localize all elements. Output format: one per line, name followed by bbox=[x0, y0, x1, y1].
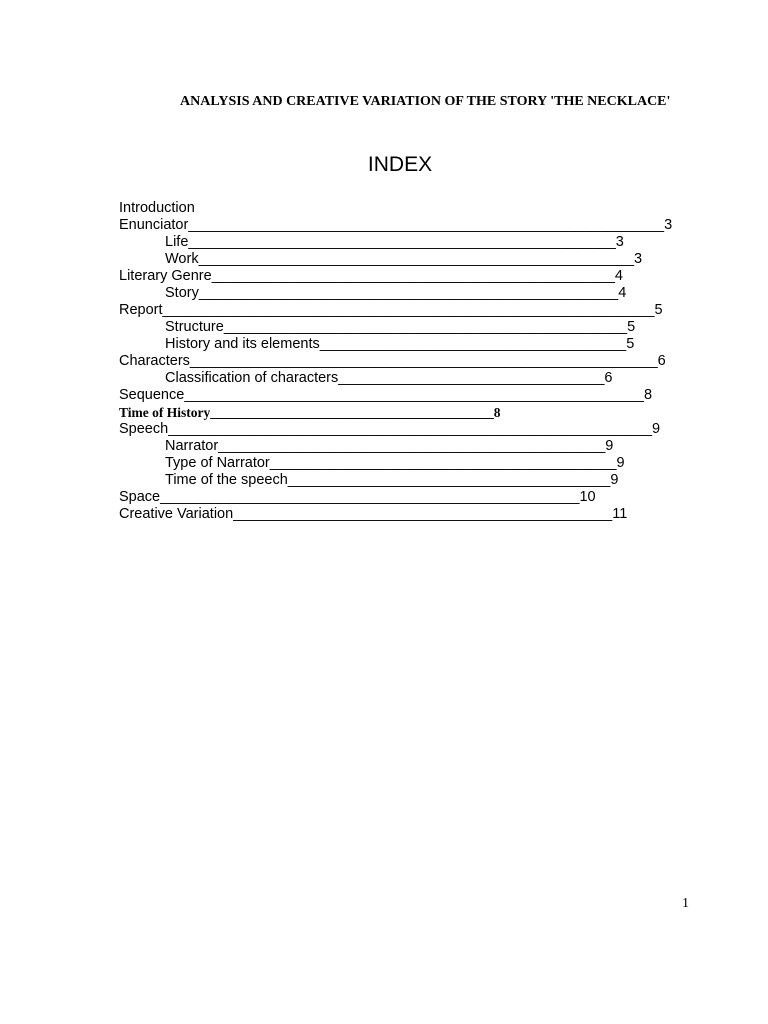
toc-entry-label: Work bbox=[165, 251, 199, 267]
toc-entry bbox=[119, 489, 596, 506]
toc-entry-page: 8 bbox=[643, 387, 653, 403]
toc-entry-label: Speech bbox=[119, 421, 169, 437]
leader-line: __________________________________________________ bbox=[211, 268, 615, 284]
toc-entry-label: Literary Genre bbox=[119, 268, 212, 284]
toc-entry-page: 8 bbox=[493, 405, 501, 420]
toc-entry-label: Life bbox=[165, 234, 189, 250]
leader-line: ____________________________________________________ bbox=[198, 285, 619, 301]
leader-line: __________________________________________________ bbox=[223, 319, 628, 335]
toc-entry-label: Creative Variation bbox=[119, 506, 234, 522]
toc-entry bbox=[119, 268, 623, 285]
toc-entry bbox=[119, 353, 666, 370]
toc-entry-page: 9 bbox=[652, 421, 661, 437]
toc-entry bbox=[165, 234, 624, 251]
leader-line: __________________________________________ bbox=[210, 405, 494, 420]
toc-entry-page: 5 bbox=[626, 336, 635, 352]
toc-entry-label: Characters bbox=[119, 353, 190, 369]
toc-entry-label: Enunciator bbox=[119, 217, 189, 233]
leader-line: _________________________________________________________ bbox=[184, 387, 644, 403]
toc-entry bbox=[165, 336, 634, 353]
toc-entry-page: 4 bbox=[618, 285, 627, 301]
toc-entry bbox=[119, 506, 627, 523]
toc-entry bbox=[119, 200, 195, 217]
toc-entry-page: 9 bbox=[616, 455, 625, 471]
toc-entry bbox=[165, 319, 635, 336]
toc-entry-page: 6 bbox=[657, 353, 666, 369]
toc-entry bbox=[119, 217, 672, 234]
leader-line: _______________________________________________ bbox=[233, 506, 613, 522]
toc-entry-page: 5 bbox=[627, 319, 636, 335]
toc-entry-label: Introduction bbox=[119, 200, 195, 216]
toc-entry bbox=[165, 285, 626, 302]
leader-line: ___________________________________________ bbox=[269, 455, 617, 471]
toc-entry bbox=[119, 421, 660, 438]
toc-entry-page: 11 bbox=[612, 506, 628, 522]
toc-entry-page: 3 bbox=[634, 251, 643, 267]
toc-entry-label: Time of the speech bbox=[165, 472, 288, 488]
leader-line: ________________________________________ bbox=[287, 472, 611, 488]
toc-entry-label: Story bbox=[165, 285, 199, 301]
leader-line: ___________________________________________________________ bbox=[188, 217, 665, 233]
toc-entry-label: Report bbox=[119, 302, 163, 318]
toc-entry-label: Narrator bbox=[165, 438, 219, 454]
toc-entry-label: History and its elements bbox=[165, 336, 320, 352]
toc-entry-label: Classification of characters bbox=[165, 370, 339, 386]
leader-line: ____________________________________________________________ bbox=[168, 421, 653, 437]
document-title: ANALYSIS AND CREATIVE VARIATION OF THE STORY 'THE NECKLACE' bbox=[180, 94, 671, 109]
leader-line: ______________________________________ bbox=[319, 336, 627, 352]
leader-line: ________________________________________________ bbox=[218, 438, 606, 454]
toc-entry-page: 9 bbox=[610, 472, 619, 488]
page-number: 1 bbox=[682, 896, 689, 911]
toc-entry bbox=[165, 370, 612, 387]
index-heading: INDEX bbox=[367, 153, 433, 176]
leader-line: ____________________________________________________ bbox=[160, 489, 580, 505]
toc-entry-label: Time of History bbox=[119, 405, 211, 420]
toc-entry-page: 3 bbox=[664, 217, 673, 233]
leader-line: _____________________________________________________________ bbox=[162, 302, 655, 318]
toc-entry-label: Structure bbox=[165, 319, 224, 335]
toc-entry bbox=[119, 302, 663, 319]
toc-entry bbox=[165, 472, 618, 489]
leader-line: _____________________________________________________ bbox=[188, 234, 616, 250]
toc-entry bbox=[165, 455, 625, 472]
toc-entry-page: 3 bbox=[615, 234, 624, 250]
toc-entry bbox=[119, 387, 652, 404]
toc-entry-page: 4 bbox=[614, 268, 623, 284]
toc-entry-label: Type of Narrator bbox=[165, 455, 270, 471]
toc-entry-page: 5 bbox=[654, 302, 663, 318]
leader-line: _________________________________ bbox=[338, 370, 605, 386]
toc-entry-label: Space bbox=[119, 489, 161, 505]
toc-entry-page: 6 bbox=[604, 370, 613, 386]
toc-entry bbox=[165, 438, 613, 455]
toc-entry-label: Sequence bbox=[119, 387, 185, 403]
toc-entry-page: 9 bbox=[605, 438, 614, 454]
toc-entry bbox=[165, 251, 642, 268]
toc-entry-page: 10 bbox=[579, 489, 596, 505]
leader-line: __________________________________________________________ bbox=[189, 353, 658, 369]
leader-line: ______________________________________________________ bbox=[198, 251, 635, 267]
toc-entry bbox=[119, 404, 501, 421]
